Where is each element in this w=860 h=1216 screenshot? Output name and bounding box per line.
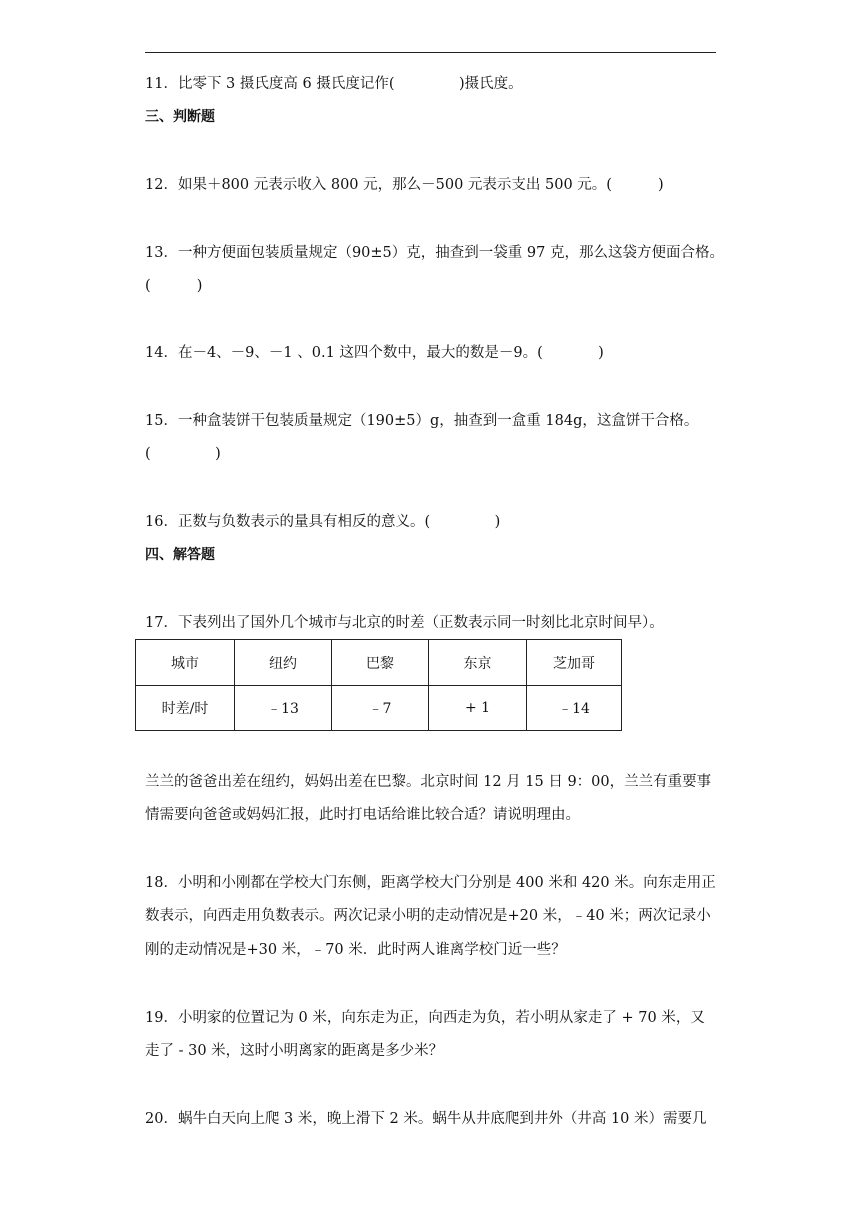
table-cell: ﹣7 <box>332 686 429 731</box>
table-cell: 芝加哥 <box>527 640 622 686</box>
table-cell: 城市 <box>136 640 235 686</box>
question-18-line-3: 刚的走动情况是+30 米，﹣70 米．此时两人谁离学校门近一些？ <box>145 942 566 958</box>
table-row <box>136 686 622 731</box>
table-cell: + 1 <box>429 686 527 731</box>
question-18-line-2: 数表示，向西走用负数表示。两次记录小明的走动情况是+20 米，﹣40 米；两次记录小 <box>145 908 711 924</box>
section-heading-answers: 四、解答题 <box>145 547 215 563</box>
question-12: 12．如果＋800 元表示收入 800 元，那么－500 元表示支出 500 元。( ) <box>145 177 664 193</box>
header-rule <box>145 52 716 53</box>
table-cell: ﹣14 <box>527 686 622 731</box>
table-cell: 东京 <box>429 640 527 686</box>
table-cell: ﹣13 <box>235 686 332 731</box>
question-17-text-line-1: 兰兰的爸爸出差在纽约，妈妈出差在巴黎。北京时间 12 月 15 日 9：00，兰兰有重要事 <box>145 774 712 790</box>
question-16: 16．正数与负数表示的量具有相反的意义。( ) <box>145 514 501 530</box>
table-cell: 时差/时 <box>136 686 235 731</box>
time-difference-table <box>135 639 622 731</box>
question-13-line-1: 13．一种方便面包装质量规定（90±5）克，抽查到一袋重 97 克，那么这袋方便面合格。 <box>145 245 724 261</box>
question-14: 14．在－4、－9、－1 、0.1 这四个数中，最大的数是－9。( ) <box>145 345 604 361</box>
question-18-line-1: 18．小明和小刚都在学校大门东侧，距离学校大门分别是 400 米和 420 米。向东走用正 <box>145 875 716 891</box>
question-17-text-line-2: 情需要向爸爸或妈妈汇报，此时打电话给谁比较合适？请说明理由。 <box>145 807 580 823</box>
question-20-line-1: 20．蜗牛白天向上爬 3 米，晚上滑下 2 米。蜗牛从井底爬到井外（井高 10 米）需要几 <box>145 1111 707 1127</box>
question-13-line-2: ( ) <box>145 278 203 294</box>
section-heading-judgement: 三、判断题 <box>145 109 215 125</box>
table-cell: 纽约 <box>235 640 332 686</box>
question-19-line-2: 走了 - 30 米，这时小明离家的距离是多少米？ <box>145 1043 444 1059</box>
question-19-line-1: 19．小明家的位置记为 0 米，向东走为正，向西走为负，若小明从家走了 + 70 米，又 <box>145 1010 705 1026</box>
question-15-line-2: ( ) <box>145 446 221 462</box>
question-15-line-1: 15．一种盒装饼干包装质量规定（190±5）g，抽查到一盒重 184g，这盒饼干合格。 <box>145 413 699 429</box>
question-17: 17．下表列出了国外几个城市与北京的时差（正数表示同一时刻比北京时间早）。 <box>145 615 664 631</box>
question-11: 11．比零下 3 摄氏度高 6 摄氏度记作( )摄氏度。 <box>145 76 523 92</box>
table-header-row <box>136 640 622 686</box>
table-cell: 巴黎 <box>332 640 429 686</box>
